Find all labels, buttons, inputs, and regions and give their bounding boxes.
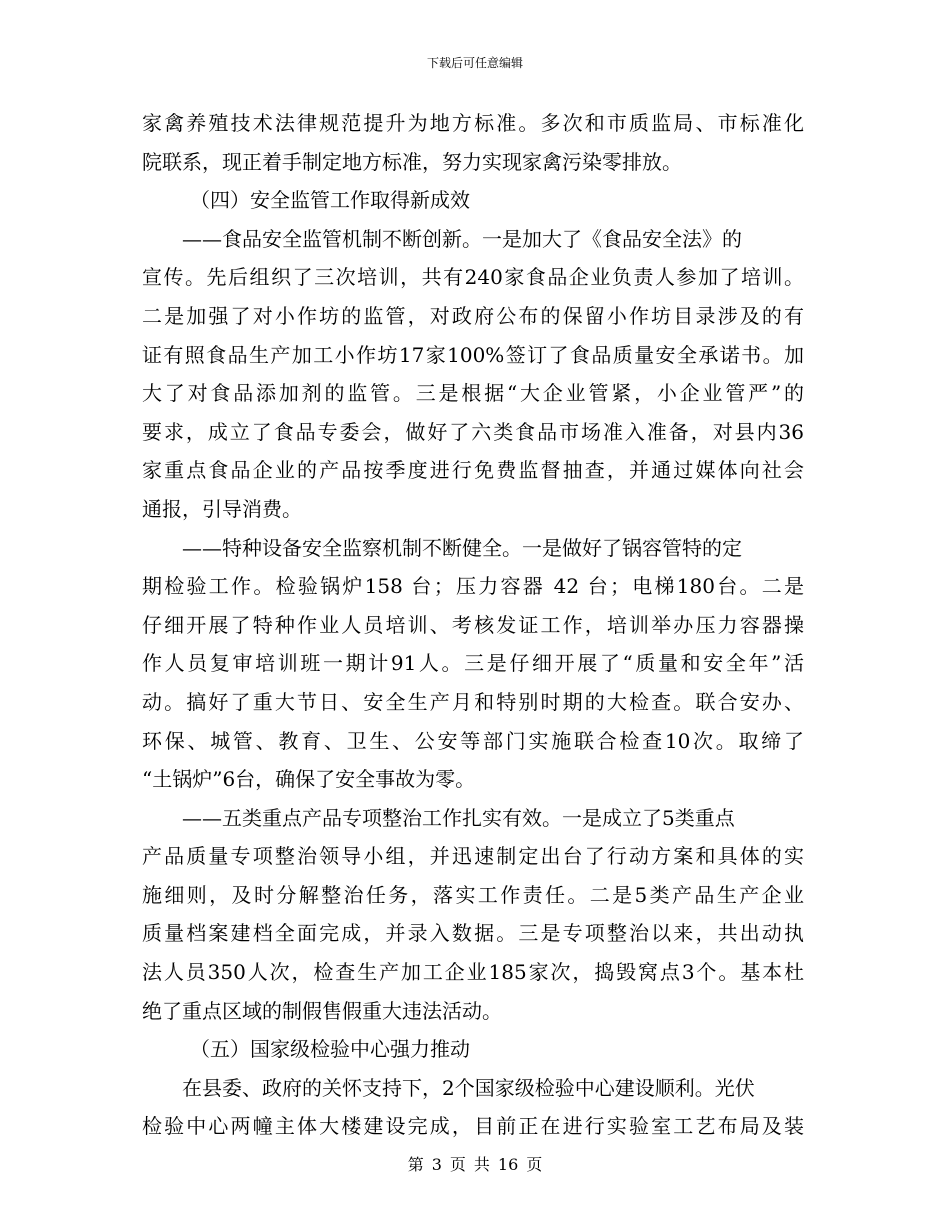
text-line: 法人员350人次，检查生产加工企业185家次，捣毁窝点3个。基本杜: [142, 960, 804, 985]
document-body: [142, 104, 804, 1146]
text-line: 期检验工作。检验锅炉158 台；压力容器 42 台；电梯180台。二是: [142, 574, 804, 599]
text-line: 绝了重点区域的制假售假重大违法活动。: [142, 998, 502, 1023]
footer-total-pages: 16: [497, 1155, 519, 1174]
text-line: 产品质量专项整治领导小组，并迅速制定出台了行动方案和具体的实: [142, 844, 804, 869]
text-line: “土锅炉”6台，确保了安全事故为零。: [142, 767, 476, 792]
text-line: ——五类重点产品专项整治工作扎实有效。一是成立了5类重点: [182, 805, 735, 830]
text-line: （四）安全监管工作取得新成效: [190, 188, 470, 213]
text-line: 施细则，及时分解整治任务，落实工作责任。二是5类产品生产企业: [142, 882, 804, 907]
text-line: 仔细开展了特种作业人员培训、考核发证工作，培训举办压力容器操: [142, 612, 804, 637]
text-line: 宣传。先后组织了三次培训，共有240家食品企业负责人参加了培训。: [142, 265, 804, 290]
text-line: 家禽养殖技术法律规范提升为地方标准。多次和市质监局、市标准化: [142, 111, 804, 135]
text-line: 大了对食品添加剂的监管。三是根据“大企业管紧，小企业管严”的: [142, 381, 804, 406]
text-line: 在县委、政府的关怀支持下，2个国家级检验中心建设顺利。光伏: [182, 1075, 755, 1100]
text-line: ——特种设备安全监察机制不断健全。一是做好了锅容管特的定: [182, 535, 742, 560]
text-line: 院联系，现正着手制定地方标准，努力实现家禽污染零排放。: [142, 149, 682, 174]
text-line: 质量档案建档全面完成，并录入数据。三是专项整治以来，共出动执: [142, 921, 804, 946]
text-line: 通报，引导消费。: [142, 496, 302, 521]
text-line: 要求，成立了食品专委会，做好了六类食品市场准入准备，对县内36: [142, 419, 804, 444]
text-line: 二是加强了对小作坊的监管，对政府公布的保留小作坊目录涉及的有: [142, 303, 804, 328]
footer-prefix: 第: [407, 1155, 424, 1174]
footer-suffix: 页: [526, 1155, 543, 1174]
text-line: 家重点食品企业的产品按季度进行免费监督抽查，并通过媒体向社会: [142, 458, 804, 483]
page-header: 下载后可任意编辑: [426, 56, 523, 70]
text-line: 动。搞好了重大节日、安全生产月和特别时期的大检查。联合安办、: [142, 689, 804, 714]
text-line: 证有照食品生产加工小作坊17家100%签订了食品质量安全承诺书。加: [142, 342, 804, 367]
footer-total-label: 共: [473, 1155, 490, 1174]
page-footer: [0, 1155, 950, 1175]
footer-page-number: 3: [431, 1155, 442, 1174]
text-line: （五）国家级检验中心强力推动: [190, 1037, 470, 1062]
text-line: 检验中心两幢主体大楼建设完成，目前正在进行实验室工艺布局及装: [142, 1114, 804, 1139]
text-line: ——食品安全监管机制不断创新。一是加大了《食品安全法》的: [182, 226, 742, 251]
footer-page-word: 页: [449, 1155, 466, 1174]
text-line: 作人员复审培训班一期计91人。三是仔细开展了“质量和安全年”活: [142, 651, 804, 676]
text-line: 环保、城管、教育、卫生、公安等部门实施联合检查10次。取缔了: [142, 728, 804, 753]
